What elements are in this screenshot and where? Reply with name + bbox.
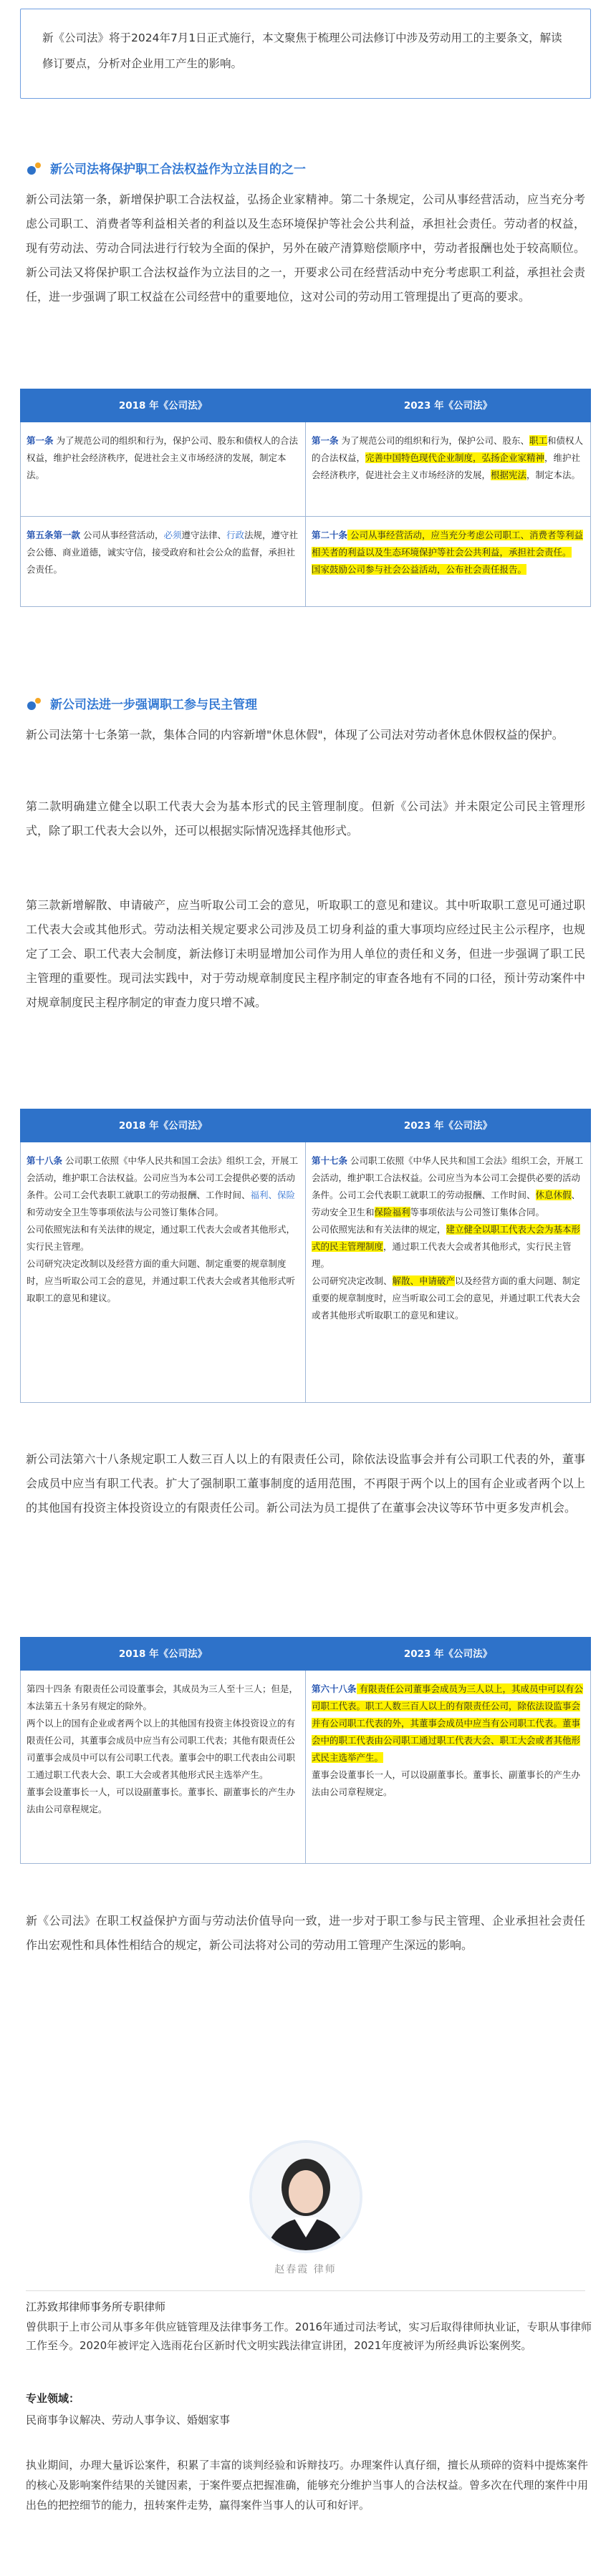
article-text: 两个以上的国有企业或者两个以上的其他国有投资主体投资设立的有限责任公司，其董事会成员中应当有公司职工代表；其他有限责任公司董事会成员中可以有公司职工代表。董事会中的职工代表由公司职工通过职工代表大会、职工大会或者其他形式民主选举产生。 xyxy=(27,1718,296,1780)
table-row xyxy=(21,1671,591,1864)
article-number: 第十七条 xyxy=(312,1155,348,1166)
section2-comparison-table-2 xyxy=(20,1637,591,1864)
article-number: 第二十条 xyxy=(312,530,348,540)
article-text: 法规，遵守社会公德、商业道德，诚实守信，接受政府和社会公众的监督，承担社会责任。 xyxy=(27,530,299,575)
changed-text: 必须 xyxy=(163,530,182,540)
changed-text: 福利、保险 xyxy=(250,1190,296,1200)
article-text: 公司职工依照《中华人民共和国工会法》组织工会，开展工会活动，维护职工合法权益。公司应当为本公司工会提供必要的活动条件。公司工会代表职工就职工的劳动报酬、工作时间、 xyxy=(27,1155,298,1200)
column-header-2023: 2023 年《公司法》 xyxy=(306,1638,591,1671)
article-number: 第一条 xyxy=(27,435,54,446)
lawyer-name: 赵春霞 律师 xyxy=(274,2264,337,2275)
intro-summary-box xyxy=(20,9,591,99)
section1-heading xyxy=(26,159,306,177)
highlighted-text: 休息休假 xyxy=(535,1190,572,1200)
lawyer-experience: 执业期间，办理大量诉讼案件，积累了丰富的谈判经验和诉辩技巧。办理案件认真仔细，擅长从琐碎的资料中提炼案件的核心及影响案件结果的关键因素，于案件要点把握准确，能够充分维护当事人的合法权益。曾多次在代理的案件中用出色的把控细节的能力，扭转案件走势，赢得案件当事人的认可和好评。 xyxy=(26,2459,588,2512)
article-number: 第六十八条 xyxy=(312,1683,357,1694)
article-text: 公司研究决定改制以及经营方面的重大问题、制定重要的规章制度时，应当听取公司工会的意见，并通过职工代表大会或者其他形式听取职工的意见和建议。 xyxy=(27,1258,296,1303)
table-header-row xyxy=(21,389,591,422)
section2-title: 新公司法进一步强调职工参与民主管理 xyxy=(50,698,257,712)
table-header-row xyxy=(21,1109,591,1142)
article-text: 公司职工依照《中华人民共和国工会法》组织工会，开展工会活动，维护职工合法权益。公司应当为本公司工会提供必要的活动条件。公司工会代表职工就职工的劳动报酬、工作时间、 xyxy=(312,1155,583,1200)
section2-paragraph-2: 第二款明确建立健全以职工代表大会为基本形式的民主管理制度。但新《公司法》并未限定公司民主管理形式，除了职工代表大会以外，还可以根据实际情况选择其他形式。 xyxy=(26,799,585,837)
portrait-image xyxy=(252,2143,360,2250)
article-text: 公司从事经营活动， xyxy=(80,530,164,540)
divider xyxy=(26,2290,585,2291)
column-header-2018: 2018 年《公司法》 xyxy=(21,389,306,422)
section-bullet-icon xyxy=(26,160,43,176)
highlighted-text: 职工 xyxy=(529,435,548,446)
section2-comparison-table-1 xyxy=(20,1109,591,1403)
column-header-2023: 2023 年《公司法》 xyxy=(306,1109,591,1142)
table-cell-old xyxy=(21,1142,306,1403)
expertise-label: 专业领域： xyxy=(26,2392,80,2405)
article-text: 等事项依法与公司签订集体合同。 xyxy=(410,1207,545,1217)
highlighted-text: 保险福利 xyxy=(374,1207,410,1217)
table-cell-new xyxy=(306,1671,591,1864)
section1-title: 新公司法将保护职工合法权益作为立法目的之一 xyxy=(50,162,306,177)
article-text: 为了规范公司的组织和行为，保护公司、股东和债权人的合法权益，维护社会经济秩序，促进社会主义市场经济的发展，制定本法。 xyxy=(27,435,298,480)
avatar xyxy=(249,2140,362,2253)
article-text: 公司依照宪法和有关法律的规定，通过职工代表大会或者其他形式，实行民主管理。 xyxy=(27,1224,296,1252)
section2-paragraph-3: 第三款新增解散、申请破产，应当听取公司工会的意见，听取职工的意见和建议。其中听取职工意见可通过职工代表大会或其他形式。劳动法相关规定要求公司涉及员工切身利益的重大事项均应经过民主公示程序，也规定了工会、职工代表大会制度，新法修订未明显增加公司作为用人单位的责任和义务，但进一步强调了职工民主管理的重要性。现司法实践中，对于劳动规章制度民主程序制定的审查各地有不同的口径，预计劳动案件中对规章制度民主程序制定的审查力度只增不减。 xyxy=(26,898,585,1009)
changed-text: 行政 xyxy=(226,530,245,540)
table-header-row xyxy=(21,1638,591,1671)
article-text: 遵守法律、 xyxy=(181,530,227,540)
article-text: 董事会设董事长一人，可以设副董事长。董事长、副董事长的产生办法由公司章程规定。 xyxy=(27,1787,296,1814)
intro-text: 新《公司法》将于2024年7月1日正式施行，本文聚焦于梳理公司法修订中涉及劳动用工的主要条文，解读修订要点，分析对企业用工产生的影响。 xyxy=(42,31,562,70)
section2-paragraph-5: 新《公司法》在职工权益保护方面与劳动法价值导向一致，进一步对于职工参与民主管理、企业承担社会责任作出宏观性和具体性相结合的规定，新公司法将对公司的劳动用工管理产生深远的影响。 xyxy=(26,1914,585,1952)
article-text: 和劳动安全卫生等事项依法与公司签订集体合同。 xyxy=(27,1207,224,1217)
table-cell-old xyxy=(21,517,306,607)
article-text: ，维护社会经济秩序，促进社会主义市场经济的发展， xyxy=(312,452,581,480)
table-cell-new xyxy=(306,1142,591,1403)
highlighted-text: 解散、申请破产 xyxy=(392,1275,456,1286)
table-cell-new xyxy=(306,422,591,517)
highlighted-text: 公司从事经营活动，应当充分考虑公司职工、消费者等利益相关者的利益以及生态环境保护等社会公共利益，承担社会责任。 xyxy=(312,530,583,558)
article-text: 公司依照宪法和有关法律的规定， xyxy=(312,1224,446,1235)
section2-heading xyxy=(26,694,257,712)
table-row xyxy=(21,517,591,607)
section1-comparison-table xyxy=(20,389,591,607)
highlighted-text: 国家鼓励公司参与社会公益活动，公布社会责任报告。 xyxy=(312,564,527,575)
article-text: ，通过职工代表大会或者其他形式，实行民主管理。 xyxy=(312,1241,572,1269)
table-cell-new xyxy=(306,517,591,607)
section1-paragraph: 新公司法第一条，新增保护职工合法权益，弘扬企业家精神。第二十条规定，公司从事经营活动，应当充分考虑公司职工、消费者等利益相关者的利益以及生态环境保护等社会公共利益，承担社会责任。劳动者的权益，现有劳动法、劳动合同法进行行较为全面的保护，另外在破产清算赔偿顺序中，劳动者报酬也处于较高顺位。新公司法又将保护职工合法权益作为立法目的之一，开要求公司在经营活动中充分考虑职工利益，承担社会责任，进一步强调了职工权益在公司经营中的重要地位，这对公司的劳动用工管理提出了更高的要求。 xyxy=(26,193,585,303)
lawyer-bio: 曾供职于上市公司从事多年供应链管理及法律事务工作。2016年通过司法考试，实习后取得律师执业证，专职从事律师工作至今。2020年被评定入选雨花台区新时代文明实践法律宣讲团，2021年度被评为所经典诉讼案例奖。 xyxy=(26,2320,592,2352)
article-text: 以及经营方面的重大问题、制定重要的规章制度时，应当听取公司工会的意见，并通过职工代表大会或者其他形式听取职工的意见和建议。 xyxy=(312,1275,581,1321)
article-text: 为了规范公司的组织和行为，保护公司、股东、 xyxy=(338,435,529,446)
expertise-fields: 民商事争议解决、劳动人事争议、婚姻家事 xyxy=(26,2414,231,2426)
article-text: 公司研究决定改制、 xyxy=(312,1275,393,1286)
table-cell-old xyxy=(21,422,306,517)
column-header-2018: 2018 年《公司法》 xyxy=(21,1109,306,1142)
highlighted-text: 完善中国特色现代企业制度，弘扬企业家精神 xyxy=(365,452,545,463)
article-text: 董事会设董事长一人，可以设副董事长。董事长、副董事长的产生办法由公司章程规定。 xyxy=(312,1769,581,1797)
article-text: 和债权人的合法权益， xyxy=(312,435,584,463)
table-row xyxy=(21,422,591,517)
highlighted-text: 建立健全以职工代表大会为基本形式的民主管理制度 xyxy=(312,1224,581,1252)
section2-paragraph-1: 新公司法第十七条第一款，集体合同的内容新增"休息休假"，体现了公司法对劳动者休息休假权益的保护。 xyxy=(26,728,564,742)
article-number: 第五条第一款 xyxy=(27,530,81,540)
highlighted-text: 根据宪法 xyxy=(491,470,527,480)
section-bullet-icon xyxy=(26,696,43,711)
table-row xyxy=(21,1142,591,1403)
article-text: ，制定本法。 xyxy=(526,470,581,480)
article-number: 第一条 xyxy=(312,435,339,446)
article-text: 、劳动安全卫生和 xyxy=(312,1190,581,1217)
article-text: 第四十四条 有限责任公司设董事会，其成员为三人至十三人；但是，本法第五十条另有规定的除外。 xyxy=(27,1683,298,1711)
table-cell-old xyxy=(21,1671,306,1864)
column-header-2023: 2023 年《公司法》 xyxy=(306,389,591,422)
article-number: 第十八条 xyxy=(27,1155,63,1166)
highlighted-text: 有限责任公司董事会成员为三人以上，其成员中可以有公司职工代表。职工人数三百人以上的有限责任公司，除依法设监事会并有公司职工代表的外，其董事会成员中应当有公司职工代表。董事会中的职工代表由公司职工通过职工代表大会、职工大会或者其他形式民主选举产生。 xyxy=(312,1683,583,1763)
column-header-2018: 2018 年《公司法》 xyxy=(21,1638,306,1671)
lawyer-firm: 江苏致邦律师事务所专职律师 xyxy=(26,2300,166,2313)
section2-paragraph-4: 新公司法第六十八条规定职工人数三百人以上的有限责任公司，除依法设监事会并有公司职工代表的外，董事会成员中应当有职工代表。扩大了强制职工董事制度的适用范围，不再限于两个以上的国有企业或者两个以上的其他国有投资主体投资设立的有限责任公司。新公司法为员工提供了在董事会决议等环节中更多发声机会。 xyxy=(26,1452,585,1515)
